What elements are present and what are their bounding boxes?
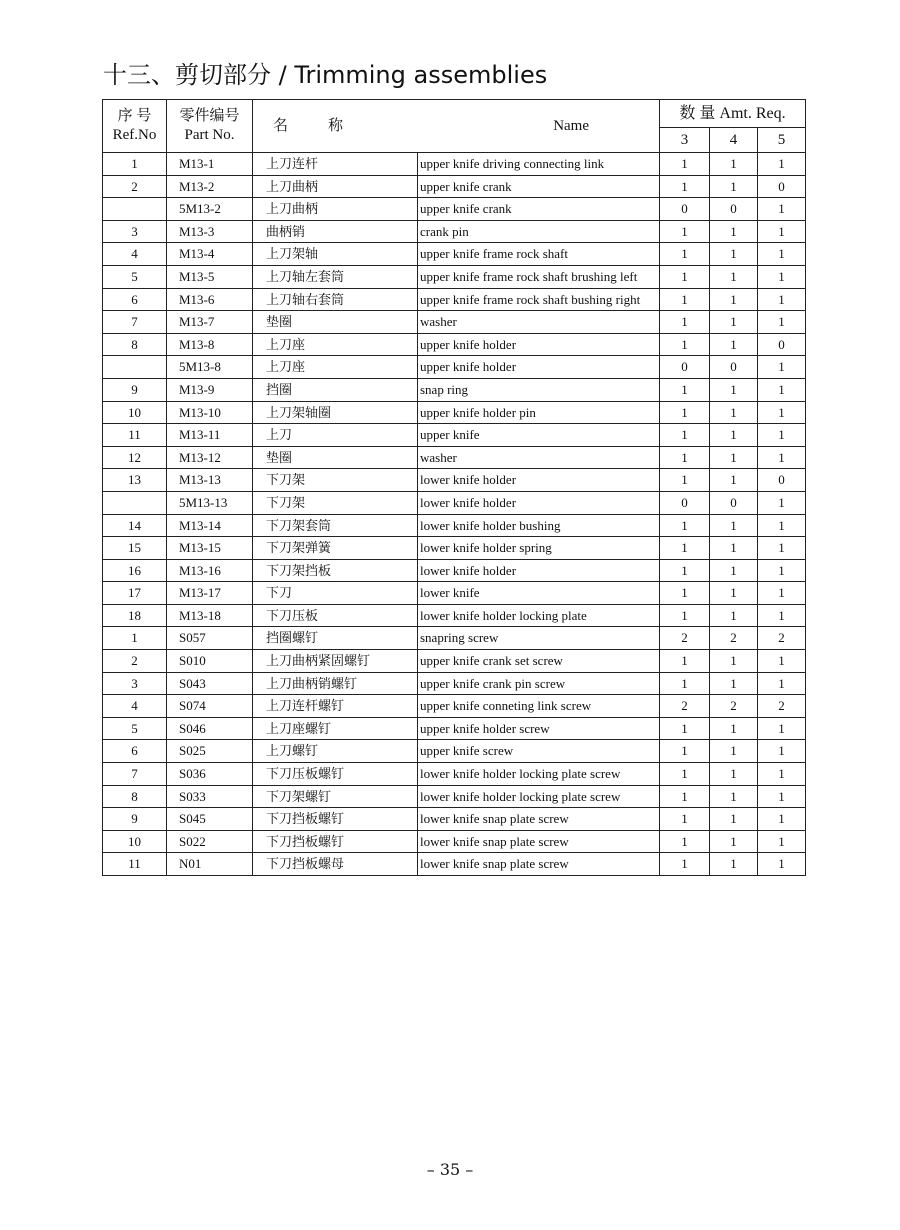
part-no-cell: M13-5: [167, 265, 253, 288]
table-row: [103, 424, 806, 447]
name-en-cell: upper knife screw: [418, 740, 660, 763]
name-en-cell: upper knife frame rock shaft bushing right: [418, 288, 660, 311]
ref-no-cell: 12: [103, 446, 167, 469]
qty-4-cell: 1: [710, 559, 758, 582]
qty-4-cell: 1: [710, 717, 758, 740]
qty-4-cell: 1: [710, 265, 758, 288]
qty-5-cell: 1: [758, 356, 806, 379]
ref-no-header-en: Ref.No: [112, 127, 157, 143]
qty-5-cell: 2: [758, 627, 806, 650]
name-en-cell: lower knife holder locking plate: [418, 604, 660, 627]
qty-4-cell: 2: [710, 695, 758, 718]
qty-3-cell: 1: [660, 469, 710, 492]
name-en-cell: upper knife holder: [418, 356, 660, 379]
table-row: [103, 220, 806, 243]
qty-3-cell: 1: [660, 672, 710, 695]
ref-no-cell: 4: [103, 243, 167, 266]
qty-5-cell: 1: [758, 401, 806, 424]
name-cn-cell: 挡圈螺钉: [253, 627, 418, 650]
qty-5-cell: 1: [758, 446, 806, 469]
part-no-cell: M13-8: [167, 333, 253, 356]
part-no-cell: N01: [167, 853, 253, 876]
qty-4-cell: 1: [710, 220, 758, 243]
part-no-cell: S036: [167, 763, 253, 786]
table-row: [103, 333, 806, 356]
table-row: [103, 175, 806, 198]
qty-4-cell: 1: [710, 288, 758, 311]
ref-no-cell: 10: [103, 401, 167, 424]
table-body: [103, 153, 806, 876]
qty-3-cell: 1: [660, 333, 710, 356]
qty-3-cell: 1: [660, 265, 710, 288]
ref-no-cell: 13: [103, 469, 167, 492]
name-cn-cell: 下刀架螺钉: [253, 785, 418, 808]
qty-3-cell: 1: [660, 424, 710, 447]
name-header-en: Name: [553, 117, 590, 134]
qty-4-cell: 1: [710, 785, 758, 808]
table-row: [103, 853, 806, 876]
name-cn-cell: 下刀架: [253, 469, 418, 492]
qty-4-cell: 1: [710, 175, 758, 198]
name-cn-cell: 上刀曲柄紧固螺钉: [253, 650, 418, 673]
qty-5-cell: 1: [758, 808, 806, 831]
name-cn-cell: 下刀架弹簧: [253, 537, 418, 560]
qty-4-cell: 1: [710, 672, 758, 695]
name-en-cell: upper knife conneting link screw: [418, 695, 660, 718]
qty-5-cell: 1: [758, 830, 806, 853]
qty-4-cell: 1: [710, 853, 758, 876]
table-row: [103, 243, 806, 266]
qty-3-cell: 2: [660, 695, 710, 718]
part-no-cell: S057: [167, 627, 253, 650]
table-row: [103, 198, 806, 221]
part-no-header-en: Part No.: [184, 127, 235, 143]
qty-3-cell: 2: [660, 627, 710, 650]
ref-no-cell: 15: [103, 537, 167, 560]
table-row: [103, 469, 806, 492]
qty-col-3-header: 3: [660, 128, 710, 153]
name-cn-cell: 上刀座螺钉: [253, 717, 418, 740]
qty-3-cell: 0: [660, 356, 710, 379]
table-row: [103, 604, 806, 627]
qty-5-cell: 1: [758, 604, 806, 627]
name-cn-cell: 下刀压板螺钉: [253, 763, 418, 786]
name-cn-cell: 下刀架: [253, 491, 418, 514]
table-row: [103, 672, 806, 695]
part-no-cell: 5M13-13: [167, 491, 253, 514]
qty-col-4-header: 4: [710, 128, 758, 153]
parts-table: [102, 99, 806, 876]
table-row: [103, 491, 806, 514]
name-en-cell: lower knife holder: [418, 491, 660, 514]
qty-3-cell: 1: [660, 288, 710, 311]
qty-3-cell: 1: [660, 175, 710, 198]
table-row: [103, 582, 806, 605]
name-cn-cell: 下刀挡板螺钉: [253, 830, 418, 853]
table-row: [103, 311, 806, 334]
table-row: [103, 514, 806, 537]
name-en-cell: lower knife snap plate screw: [418, 808, 660, 831]
ref-no-cell: 5: [103, 265, 167, 288]
qty-4-cell: 1: [710, 401, 758, 424]
qty-5-cell: 1: [758, 537, 806, 560]
name-en-cell: upper knife frame rock shaft: [418, 243, 660, 266]
part-no-cell: M13-6: [167, 288, 253, 311]
qty-4-cell: 0: [710, 356, 758, 379]
qty-3-cell: 1: [660, 243, 710, 266]
table-row: [103, 830, 806, 853]
ref-no-cell: 8: [103, 333, 167, 356]
ref-no-cell: 3: [103, 220, 167, 243]
table-row: [103, 537, 806, 560]
name-en-cell: upper knife holder: [418, 333, 660, 356]
name-cn-cell: 上刀座: [253, 333, 418, 356]
qty-4-cell: 1: [710, 378, 758, 401]
qty-4-cell: 1: [710, 582, 758, 605]
qty-5-cell: 1: [758, 378, 806, 401]
part-no-cell: M13-15: [167, 537, 253, 560]
ref-no-cell: 17: [103, 582, 167, 605]
qty-5-cell: 1: [758, 582, 806, 605]
name-cn-cell: 下刀压板: [253, 604, 418, 627]
part-no-header: [167, 100, 253, 153]
table-row: [103, 740, 806, 763]
ref-no-cell: 2: [103, 175, 167, 198]
qty-5-cell: 1: [758, 650, 806, 673]
table-row: [103, 627, 806, 650]
name-cn-cell: 上刀轴左套筒: [253, 265, 418, 288]
name-en-cell: lower knife snap plate screw: [418, 853, 660, 876]
name-header-cn-1: 名: [273, 117, 289, 134]
name-header-cn-2: 称: [328, 117, 344, 134]
table-row: [103, 378, 806, 401]
part-no-cell: M13-11: [167, 424, 253, 447]
name-cn-cell: 下刀架套筒: [253, 514, 418, 537]
qty-4-cell: 1: [710, 469, 758, 492]
ref-no-cell: [103, 356, 167, 379]
name-en-cell: upper knife holder screw: [418, 717, 660, 740]
name-en-cell: lower knife holder: [418, 469, 660, 492]
ref-no-cell: 4: [103, 695, 167, 718]
table-row: [103, 650, 806, 673]
name-cn-cell: 下刀挡板螺母: [253, 853, 418, 876]
ref-no-cell: 1: [103, 153, 167, 176]
ref-no-cell: 9: [103, 378, 167, 401]
name-en-cell: upper knife crank set screw: [418, 650, 660, 673]
name-cn-cell: 上刀曲柄销螺钉: [253, 672, 418, 695]
part-no-cell: S033: [167, 785, 253, 808]
table-row: [103, 695, 806, 718]
qty-3-cell: 1: [660, 559, 710, 582]
qty-5-cell: 1: [758, 514, 806, 537]
name-cn-cell: 上刀: [253, 424, 418, 447]
qty-5-cell: 1: [758, 424, 806, 447]
qty-3-cell: 1: [660, 763, 710, 786]
qty-4-cell: 1: [710, 333, 758, 356]
qty-5-cell: 1: [758, 243, 806, 266]
name-cn-cell: 上刀座: [253, 356, 418, 379]
table-row: [103, 446, 806, 469]
qty-3-cell: 0: [660, 491, 710, 514]
part-no-cell: M13-16: [167, 559, 253, 582]
name-en-cell: upper knife: [418, 424, 660, 447]
part-no-cell: S046: [167, 717, 253, 740]
table-row: [103, 717, 806, 740]
name-cn-cell: 上刀曲柄: [253, 198, 418, 221]
qty-3-cell: 1: [660, 604, 710, 627]
ref-no-cell: 9: [103, 808, 167, 831]
ref-no-cell: 11: [103, 424, 167, 447]
part-no-cell: M13-17: [167, 582, 253, 605]
part-no-cell: S025: [167, 740, 253, 763]
name-cn-cell: 上刀螺钉: [253, 740, 418, 763]
table-row: [103, 153, 806, 176]
name-en-cell: upper knife crank pin screw: [418, 672, 660, 695]
qty-5-cell: 0: [758, 333, 806, 356]
part-no-cell: M13-12: [167, 446, 253, 469]
ref-no-cell: 5: [103, 717, 167, 740]
part-no-cell: M13-3: [167, 220, 253, 243]
qty-4-cell: 1: [710, 763, 758, 786]
qty-5-cell: 0: [758, 175, 806, 198]
qty-4-cell: 1: [710, 650, 758, 673]
qty-3-cell: 1: [660, 220, 710, 243]
ref-no-cell: 8: [103, 785, 167, 808]
qty-3-cell: 1: [660, 808, 710, 831]
part-no-cell: S045: [167, 808, 253, 831]
qty-3-cell: 1: [660, 740, 710, 763]
name-cn-cell: 下刀: [253, 582, 418, 605]
qty-5-cell: 2: [758, 695, 806, 718]
part-no-cell: S010: [167, 650, 253, 673]
page-title: 十三、剪切部分 / Trimming assemblies: [103, 61, 548, 89]
part-no-cell: 5M13-8: [167, 356, 253, 379]
name-en-cell: upper knife crank: [418, 175, 660, 198]
qty-5-cell: 1: [758, 491, 806, 514]
part-no-cell: S074: [167, 695, 253, 718]
qty-5-cell: 1: [758, 288, 806, 311]
qty-3-cell: 1: [660, 514, 710, 537]
ref-no-cell: 14: [103, 514, 167, 537]
page-number: – 35 –: [426, 1160, 474, 1179]
name-en-cell: washer: [418, 446, 660, 469]
name-en-cell: lower knife: [418, 582, 660, 605]
name-cn-cell: 上刀连杆: [253, 153, 418, 176]
part-no-cell: M13-14: [167, 514, 253, 537]
part-no-cell: M13-7: [167, 311, 253, 334]
qty-3-cell: 1: [660, 650, 710, 673]
part-no-header-cn: 零件编号: [179, 108, 240, 124]
table-row: [103, 763, 806, 786]
ref-no-cell: 7: [103, 311, 167, 334]
table-row: [103, 356, 806, 379]
name-cn-cell: 上刀架轴圈: [253, 401, 418, 424]
qty-4-cell: 1: [710, 830, 758, 853]
name-en-cell: upper knife holder pin: [418, 401, 660, 424]
name-en-cell: lower knife holder spring: [418, 537, 660, 560]
qty-4-cell: 1: [710, 808, 758, 831]
qty-5-cell: 1: [758, 717, 806, 740]
quantity-header: 数 量 Amt. Req.: [660, 100, 806, 128]
qty-4-cell: 0: [710, 198, 758, 221]
ref-no-cell: 6: [103, 288, 167, 311]
name-cn-cell: 垫圈: [253, 311, 418, 334]
qty-4-cell: 1: [710, 740, 758, 763]
part-no-cell: M13-18: [167, 604, 253, 627]
table-row: [103, 401, 806, 424]
qty-4-cell: 1: [710, 537, 758, 560]
name-cn-cell: 上刀轴右套筒: [253, 288, 418, 311]
part-no-cell: M13-1: [167, 153, 253, 176]
name-en-cell: lower knife holder locking plate screw: [418, 763, 660, 786]
qty-3-cell: 1: [660, 153, 710, 176]
part-no-cell: 5M13-2: [167, 198, 253, 221]
name-en-cell: lower knife holder: [418, 559, 660, 582]
qty-5-cell: 1: [758, 853, 806, 876]
qty-4-cell: 1: [710, 243, 758, 266]
qty-4-cell: 0: [710, 491, 758, 514]
name-cn-cell: 曲柄销: [253, 220, 418, 243]
ref-no-cell: 7: [103, 763, 167, 786]
qty-5-cell: 1: [758, 220, 806, 243]
ref-no-cell: 11: [103, 853, 167, 876]
qty-col-5-header: 5: [758, 128, 806, 153]
qty-5-cell: 1: [758, 785, 806, 808]
name-en-cell: snap ring: [418, 378, 660, 401]
name-en-cell: upper knife frame rock shaft brushing left: [418, 265, 660, 288]
part-no-cell: S022: [167, 830, 253, 853]
qty-4-cell: 1: [710, 604, 758, 627]
qty-5-cell: 0: [758, 469, 806, 492]
name-cn-cell: 垫圈: [253, 446, 418, 469]
name-en-cell: upper knife crank: [418, 198, 660, 221]
qty-3-cell: 0: [660, 198, 710, 221]
ref-no-cell: 2: [103, 650, 167, 673]
qty-5-cell: 1: [758, 672, 806, 695]
qty-3-cell: 1: [660, 311, 710, 334]
name-en-cell: crank pin: [418, 220, 660, 243]
qty-5-cell: 1: [758, 198, 806, 221]
part-no-cell: M13-2: [167, 175, 253, 198]
table-row: [103, 785, 806, 808]
qty-4-cell: 1: [710, 311, 758, 334]
ref-no-header-cn: 序 号: [117, 108, 152, 124]
ref-no-cell: 16: [103, 559, 167, 582]
qty-3-cell: 1: [660, 446, 710, 469]
part-no-cell: M13-9: [167, 378, 253, 401]
name-en-cell: lower knife snap plate screw: [418, 830, 660, 853]
ref-no-cell: [103, 198, 167, 221]
qty-5-cell: 1: [758, 311, 806, 334]
part-no-cell: M13-4: [167, 243, 253, 266]
qty-4-cell: 1: [710, 446, 758, 469]
qty-4-cell: 2: [710, 627, 758, 650]
name-cn-cell: 下刀挡板螺钉: [253, 808, 418, 831]
qty-4-cell: 1: [710, 153, 758, 176]
table-row: [103, 559, 806, 582]
part-no-cell: S043: [167, 672, 253, 695]
ref-no-cell: 1: [103, 627, 167, 650]
name-en-cell: lower knife holder bushing: [418, 514, 660, 537]
qty-3-cell: 1: [660, 785, 710, 808]
table-row: [103, 288, 806, 311]
table-header: [103, 100, 806, 153]
ref-no-cell: 10: [103, 830, 167, 853]
qty-5-cell: 1: [758, 265, 806, 288]
name-cn-cell: 上刀曲柄: [253, 175, 418, 198]
qty-4-cell: 1: [710, 424, 758, 447]
qty-5-cell: 1: [758, 559, 806, 582]
ref-no-cell: 3: [103, 672, 167, 695]
name-cn-cell: 上刀连杆螺钉: [253, 695, 418, 718]
qty-5-cell: 1: [758, 763, 806, 786]
table-row: [103, 808, 806, 831]
name-cn-cell: 挡圈: [253, 378, 418, 401]
qty-3-cell: 1: [660, 853, 710, 876]
table-row: [103, 265, 806, 288]
qty-4-cell: 1: [710, 514, 758, 537]
qty-3-cell: 1: [660, 717, 710, 740]
name-en-cell: snapring screw: [418, 627, 660, 650]
qty-3-cell: 1: [660, 830, 710, 853]
name-cn-cell: 上刀架轴: [253, 243, 418, 266]
qty-3-cell: 1: [660, 537, 710, 560]
ref-no-cell: [103, 491, 167, 514]
name-cn-cell: 下刀架挡板: [253, 559, 418, 582]
qty-3-cell: 1: [660, 378, 710, 401]
name-en-cell: washer: [418, 311, 660, 334]
qty-5-cell: 1: [758, 153, 806, 176]
name-header: [253, 100, 660, 153]
qty-5-cell: 1: [758, 740, 806, 763]
name-en-cell: upper knife driving connecting link: [418, 153, 660, 176]
qty-3-cell: 1: [660, 401, 710, 424]
part-no-cell: M13-13: [167, 469, 253, 492]
ref-no-cell: 6: [103, 740, 167, 763]
part-no-cell: M13-10: [167, 401, 253, 424]
ref-no-cell: 18: [103, 604, 167, 627]
qty-3-cell: 1: [660, 582, 710, 605]
ref-no-header: [103, 100, 167, 153]
name-en-cell: lower knife holder locking plate screw: [418, 785, 660, 808]
